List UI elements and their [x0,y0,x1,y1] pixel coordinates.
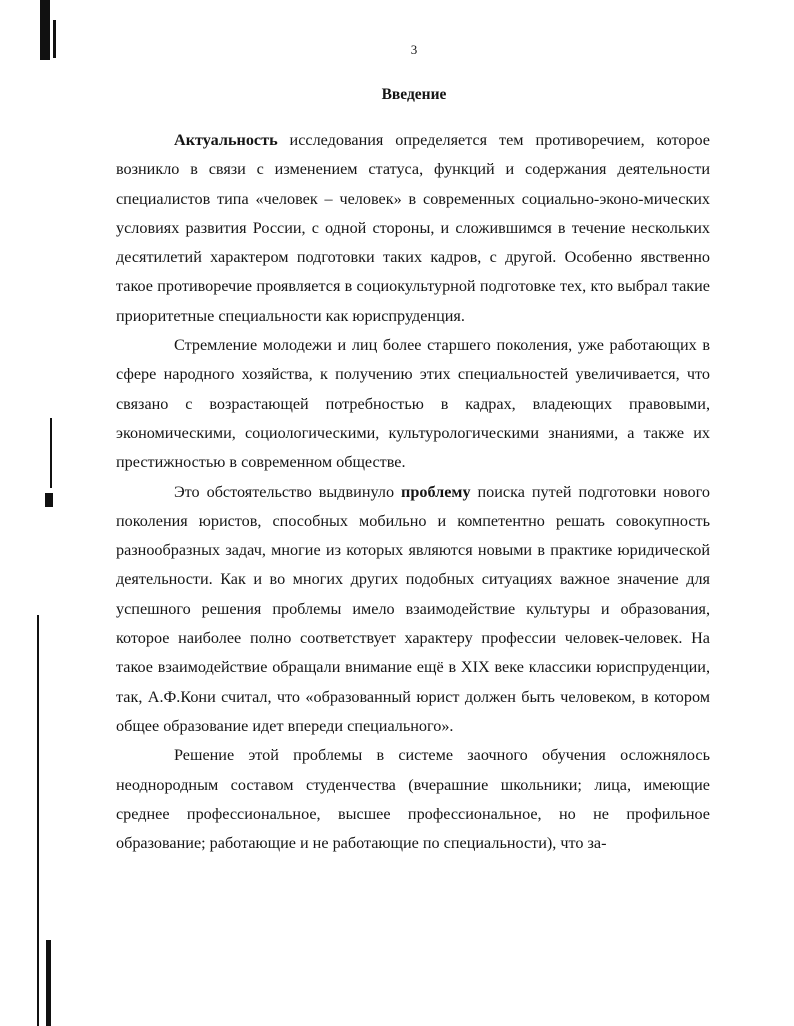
paragraph-problem [116,478,710,742]
paragraph-bold-lead: Актуальность [174,131,278,149]
body-text [116,126,710,858]
paragraph-relevance [116,126,710,331]
paragraph-text: поиска путей подготовки нового поколения юристов, способных мобильно и компетентно решать совокупность разнообразных задач, многие из которых являются новыми в практике юридической деятельности. Как и во многих других подобных ситуациях важное значение для успешного решения проблемы имело взаимодействие культуры и образования, которое наиболее полно соответствует характеру профессии человек-человек. На такое взаимодействие обращали внимание ещё в XIX веке классики юриспруденции, так, А.Ф.Кони считал, что «образованный юрист должен быть человеком, в котором общее образование идет впереди специального». [116,482,710,735]
scan-artifact-bottom-line [37,615,39,1026]
page-number: 3 [410,42,418,57]
section-heading: Введение [381,86,447,103]
paragraph-text: исследования определяется тем противоречием, которое возникло в связи с изменением статуса, функций и содержания деятельности специалистов типа «человек – человек» в современных социально-эконо-мических условиях развития России, с одной стороны, и сложившимся в течение нескольких десятилетий характером подготовки таких кадров, с другой. Особенно явственно такое противоречие проявляется в социокультурной подготовке тех, кто выбрал такие приоритетные специальности как юриспруденция. [116,131,710,325]
paragraph-text: Решение этой проблемы в системе заочного обучения осложнялось неоднородным составом студенчества (вчерашние школьники; лица, имеющие среднее профессиональное, высшее профессиональное, но не профильное образование; работающие и не работающие по специальности), что за- [116,746,710,853]
paragraph-solution [116,741,710,858]
paragraph-text: Стремление молодежи и лиц более старшего поколения, уже работающих в сфере народного хозяйства, к получению этих специальностей увеличивается, что связано с возрастающей потребностью в кадрах, владеющих правовыми, экономическими, социологическими, культурологическими знаниями, а также их престижностью в современном обществе. [116,336,710,472]
scan-artifact-mid [50,418,52,488]
paragraph-demand [116,331,710,477]
scan-artifact-bottom-bar [46,940,51,1026]
paragraph-text-before-bold: Это обстоятельство выдвинуло [174,482,402,501]
scan-artifact-mid-dot [45,493,53,507]
paragraph-bold-term: проблему [401,482,471,501]
